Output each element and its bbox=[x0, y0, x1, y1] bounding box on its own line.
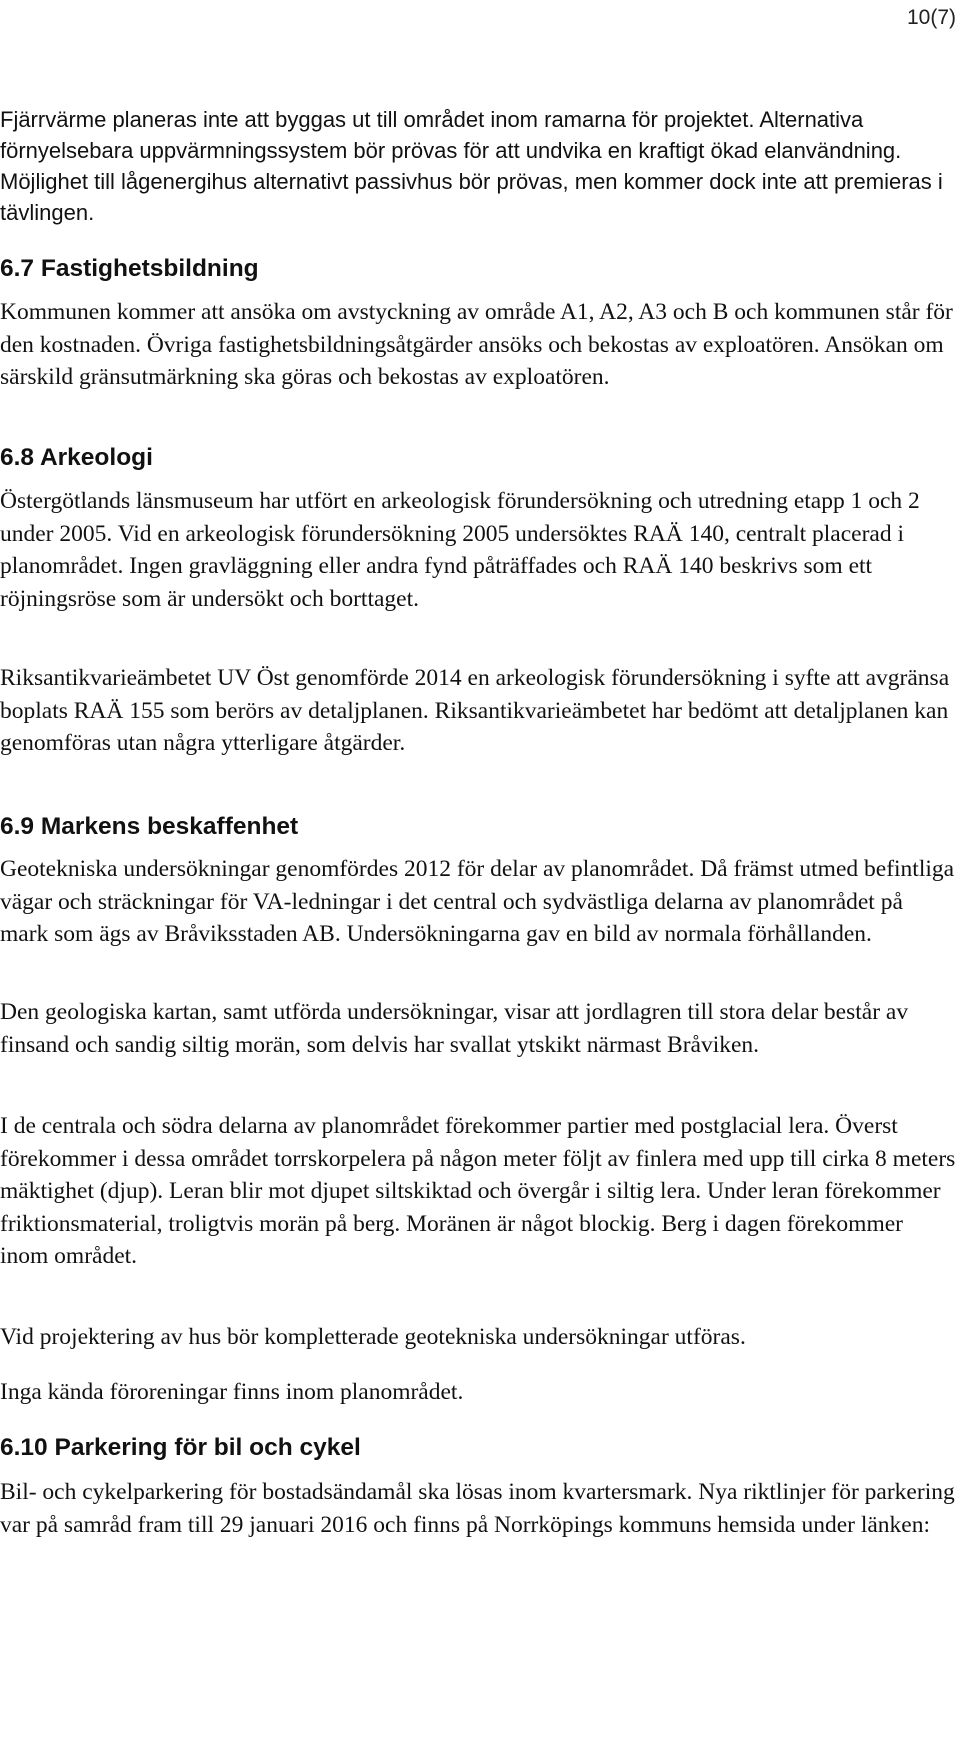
paragraph-mark-1: Geotekniska undersökningar genomfördes 2012 för delar av planområdet. Då främst utmed befintliga vägar och sträckningar för VA-ledningar i det central och sydvästliga delarna av planområdet på mark som ägs av Bråviksstaden AB. Undersökningarna gav en bild av normala förhållanden. bbox=[0, 856, 955, 947]
paragraph-mark-4: Vid projektering av hus bör kompletterade geotekniska undersökningar utföras. bbox=[0, 1324, 746, 1350]
paragraph-fastighetsbildning: Kommunen kommer att ansöka om avstyckning av område A1, A2, A3 och B och kommunen står för den kostnaden. Övriga fastighetsbildningsåtgärder ansöks och bekostas av exploatören. Ansökan om särskild gränsutmärkning ska göras och bekostas av exploatören. bbox=[0, 299, 953, 390]
page-number: 10(7) bbox=[906, 6, 956, 29]
section-heading-arkeologi: 6.8 Arkeologi bbox=[0, 444, 153, 471]
paragraph-parkering: Bil- och cykelparkering för bostadsändamål ska lösas inom kvartersmark. Nya riktlinjer för parkering var på samråd fram till 29 januari 2016 och finns på Norrköpings kommuns hemsida under länken: bbox=[0, 1479, 955, 1538]
intro-paragraph: Fjärrvärme planeras inte att byggas ut till området inom ramarna för projektet. Alternativa förnyelsebara uppvärmningssystem bör prövas för att undvika en kraftigt ökad elanvändning. Möjlighet till lågenergihus alternativt passivhus bör prövas, men kommer dock inte att premieras i tävlingen. bbox=[0, 107, 943, 225]
section-heading-markens-beskaffenhet: 6.9 Markens beskaffenhet bbox=[0, 813, 299, 840]
paragraph-mark-3: I de centrala och södra delarna av planområdet förekommer partier med postglacial lera. Överst förekommer i dessa området torrskorpelera på någon meter följt av finlera med upp till cirka 8 meters mäktighet (djup). Leran blir mot djupet siltskiktad och övergår i siltig lera. Under leran förekommer friktionsmaterial, troligtvis morän på berg. Moränen är något blockig. Berg i dagen förekommer inom området. bbox=[0, 1113, 956, 1269]
section-heading-parkering: 6.10 Parkering för bil och cykel bbox=[0, 1434, 361, 1461]
paragraph-arkeologi-2: Riksantikvarieämbetet UV Öst genomförde 2014 en arkeologisk förundersökning i syfte att avgränsa boplats RAÄ 155 som berörs av detaljplanen. Riksantikvarieämbetet har bedömt att detaljplanen kan genomföras utan några ytterligare åtgärder. bbox=[0, 665, 950, 756]
paragraph-mark-5: Inga kända föroreningar finns inom planområdet. bbox=[0, 1379, 464, 1405]
paragraph-mark-2: Den geologiska kartan, samt utförda undersökningar, visar att jordlagren till stora delar består av finsand och sandig siltig morän, som delvis har svallat ytskikt närmast Bråviken. bbox=[0, 999, 909, 1058]
paragraph-arkeologi-1: Östergötlands länsmuseum har utfört en arkeologisk förundersökning och utredning etapp 1 och 2 under 2005. Vid en arkeologisk förundersökning 2005 undersöktes RAÄ 140, centralt placerad i planområdet. Ingen gravläggning eller andra fynd påträffades och RAÄ 140 beskrivs som ett röjningsröse som är undersökt och borttaget. bbox=[0, 488, 920, 612]
section-heading-fastighetsbildning: 6.7 Fastighetsbildning bbox=[0, 255, 259, 282]
